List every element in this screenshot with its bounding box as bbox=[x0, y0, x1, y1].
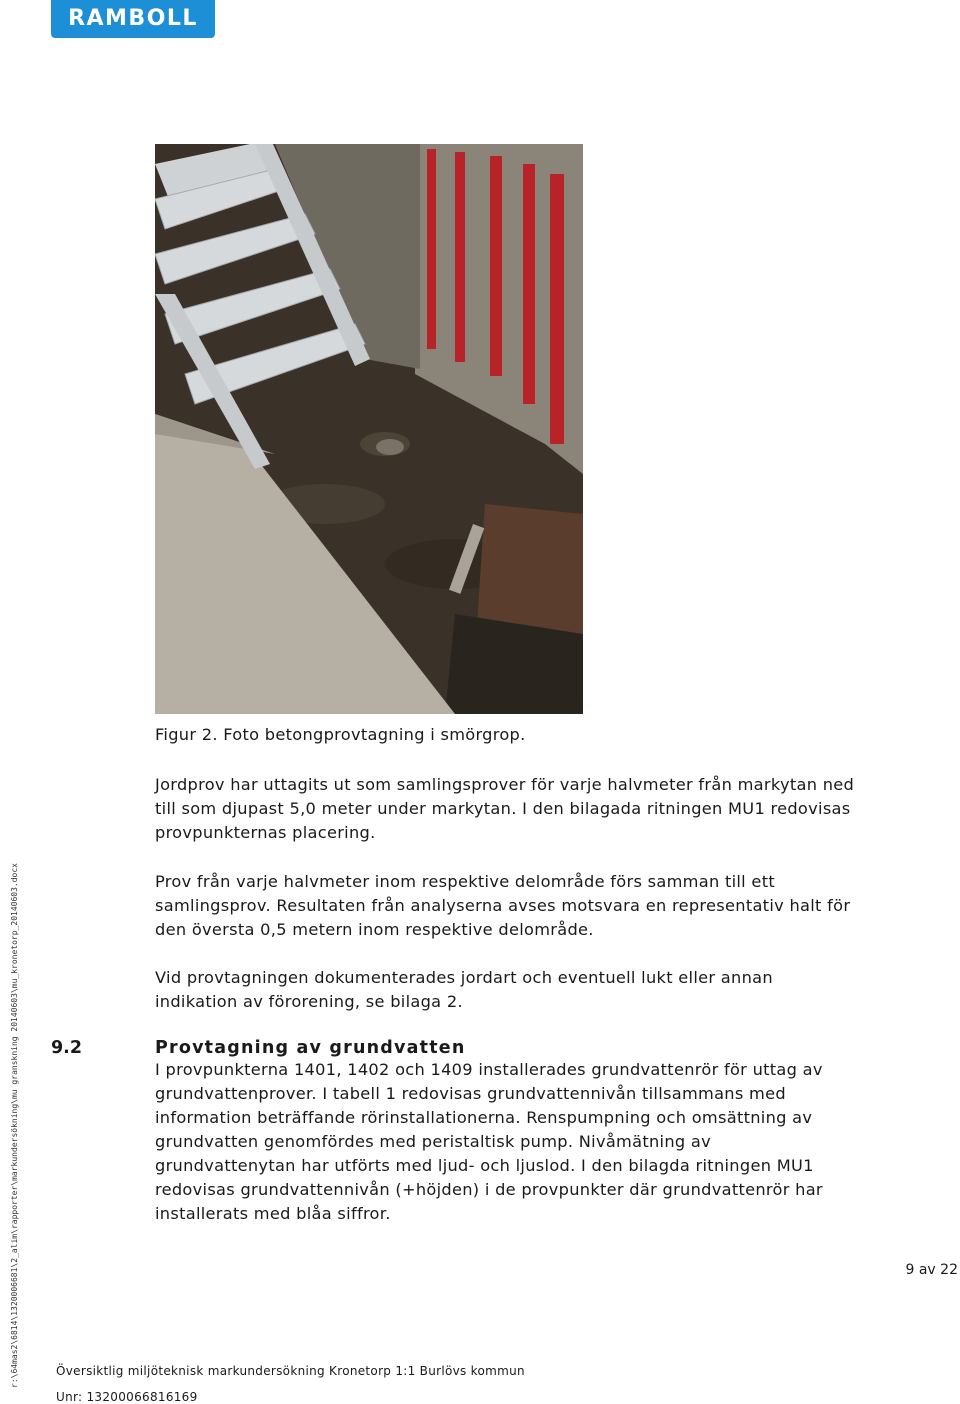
footer-unr: Unr: 13200066816169 bbox=[56, 1390, 198, 1404]
paragraph: Vid provtagningen dokumenterades jordart och eventuell lukt eller annan indikation av förorening, se bilaga 2. bbox=[155, 968, 773, 1011]
paragraph: Prov från varje halvmeter inom respektive delområde förs samman till ett samlingsprov. Resultaten från analyserna avses motsvara en representativ halt för den översta 0,5 metern inom respektive delområde. bbox=[155, 872, 851, 939]
section-number: 9.2 bbox=[51, 1038, 83, 1058]
figure-caption: Figur 2. Foto betongprovtagning i smörgrop. bbox=[155, 725, 526, 744]
paragraph: Jordprov har uttagits ut som samlingsprover för varje halvmeter från markytan ned till som djupast 5,0 meter under markytan. I den bilagada ritningen MU1 redovisas provpunkternas placering. bbox=[155, 775, 855, 842]
figure-photo bbox=[155, 144, 583, 714]
side-file-path: r:\64mas2\6814\1320006681\2_alim\rapporter\markundersökning\mu granskning 20140603\mu_kronetorp_20140603.docx bbox=[10, 863, 19, 1388]
page-number: 9 av 22 bbox=[905, 1262, 958, 1278]
section-body: I provpunkterna 1401, 1402 och 1409 installerades grundvattenrör för uttag av grundvattenprover. I tabell 1 redovisas grundvattennivån tillsammans med information beträffande rörinstallationerna. Renspumpning och omsättning av grundvatten genomfördes med peristaltisk pump. Nivåmätning av grundvattenytan har utförts med ljud- och ljuslod. I den bilagda ritningen MU1 redovisas grundvattennivån (+höjden) i de provpunkter där grundvattenrör har installerats med blåa siffror. bbox=[155, 1060, 823, 1223]
footer-title: Översiktlig miljöteknisk markundersökning Kronetorp 1:1 Burlövs kommun bbox=[56, 1364, 525, 1378]
photo-concrete-pit-illustration bbox=[155, 144, 583, 714]
ramboll-logo: RAMBOLL bbox=[51, 0, 215, 38]
section-title: Provtagning av grundvatten bbox=[155, 1038, 466, 1058]
